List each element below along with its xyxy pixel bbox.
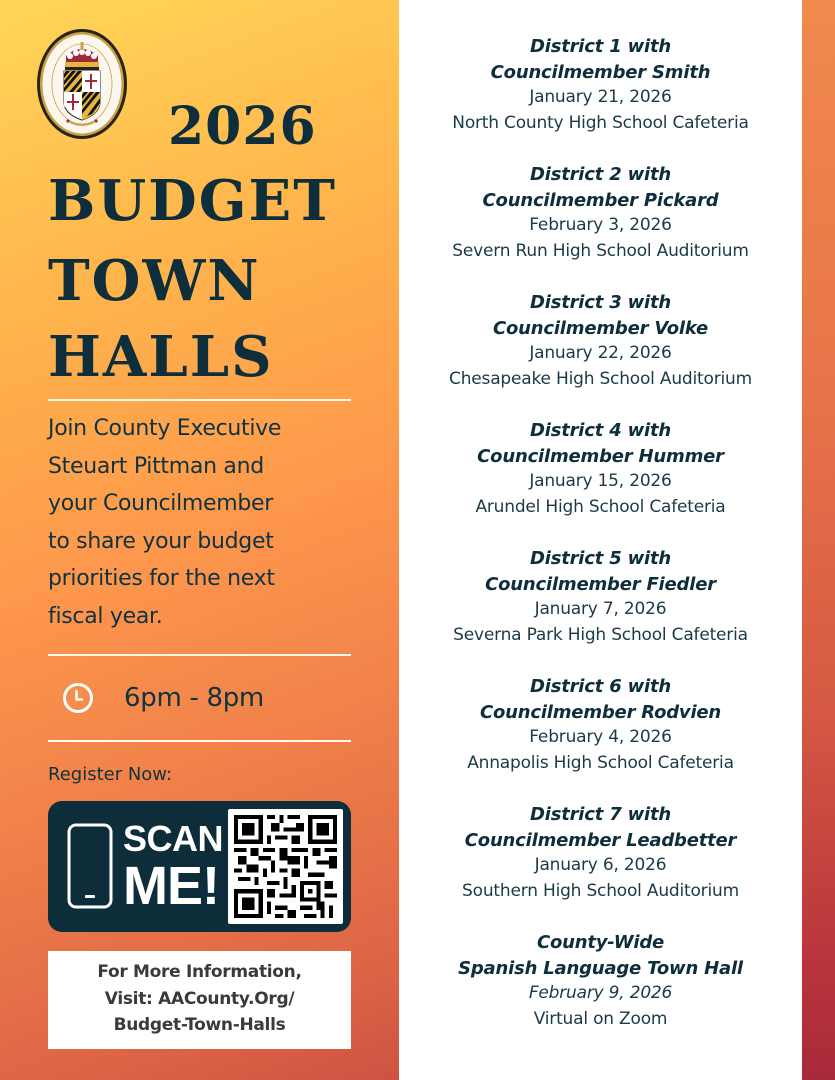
event-location: Virtual on Zoom xyxy=(533,1008,668,1029)
event-schedule-panel xyxy=(399,0,802,1080)
event-councilmember: Councilmember Hummer xyxy=(477,445,724,467)
title-line-budget: BUDGET xyxy=(48,168,337,234)
event-councilmember: Councilmember Fiedler xyxy=(485,573,716,595)
clock-icon xyxy=(62,682,94,714)
more-information-box xyxy=(48,951,351,1049)
title-year: 2026 xyxy=(168,96,317,157)
event-location: Southern High School Auditorium xyxy=(462,880,739,901)
event-date: January 6, 2026 xyxy=(534,855,667,875)
event-location: Chesapeake High School Auditorium xyxy=(449,368,752,389)
event-location: Arundel High School Cafeteria xyxy=(475,496,726,517)
event-date: February 3, 2026 xyxy=(529,215,672,235)
anne-arundel-county-seal-icon xyxy=(36,28,128,140)
smartphone-icon xyxy=(67,823,113,909)
divider xyxy=(48,654,351,656)
event-councilmember: Councilmember Volke xyxy=(492,317,709,339)
intro-line: to share your budget xyxy=(48,528,274,554)
register-label: Register Now: xyxy=(48,764,173,785)
event-item-district-2 xyxy=(399,162,802,264)
event-councilmember: Councilmember Smith xyxy=(490,61,711,83)
event-item-county-wide-spanish xyxy=(399,930,802,1032)
event-councilmember: Councilmember Pickard xyxy=(482,189,719,211)
intro-line: Steuart Pittman and xyxy=(48,453,264,479)
event-title: District 7 with xyxy=(529,804,672,825)
event-item-district-5 xyxy=(399,546,802,648)
event-location: Annapolis High School Cafeteria xyxy=(467,752,734,773)
qr-code-graphic xyxy=(234,815,337,918)
intro-line: your Councilmember xyxy=(48,491,274,516)
time-row xyxy=(62,678,264,718)
intro-line: fiscal year. xyxy=(48,603,163,629)
info-link-line[interactable]: Visit: AACounty.Org/ xyxy=(104,988,295,1009)
event-councilmember: Councilmember Rodvien xyxy=(479,701,722,723)
event-date: February 9, 2026 xyxy=(528,983,673,1003)
qr-code-icon[interactable] xyxy=(228,809,343,924)
event-councilmember: Councilmember Leadbetter xyxy=(464,829,737,851)
event-subtitle: Spanish Language Town Hall xyxy=(458,957,743,979)
event-location: Severn Run High School Auditorium xyxy=(452,240,749,261)
event-location: North County High School Cafeteria xyxy=(452,112,749,133)
event-item-district-7 xyxy=(399,802,802,904)
intro-paragraph xyxy=(48,410,358,635)
intro-line: priorities for the next xyxy=(48,566,275,591)
title-line-halls: HALLS xyxy=(48,324,274,390)
event-location: Severna Park High School Cafeteria xyxy=(453,624,748,645)
event-item-district-6 xyxy=(399,674,802,776)
event-title: District 4 with xyxy=(529,420,672,441)
event-date: January 7, 2026 xyxy=(534,599,667,619)
event-title: District 6 with xyxy=(529,676,672,697)
title-line-town: TOWN xyxy=(48,248,261,314)
event-date: February 4, 2026 xyxy=(529,727,672,747)
event-item-district-3 xyxy=(399,290,802,392)
scan-me-qr-block[interactable] xyxy=(48,801,351,932)
divider xyxy=(48,399,351,401)
event-title: District 1 with xyxy=(529,36,672,57)
event-title: District 5 with xyxy=(529,548,672,569)
me-label: ME! xyxy=(123,856,219,916)
info-link-line[interactable]: Budget-Town-Halls xyxy=(113,1015,286,1035)
event-title: District 3 with xyxy=(529,292,672,313)
event-date: January 21, 2026 xyxy=(529,87,672,107)
event-item-district-4 xyxy=(399,418,802,520)
scan-label: SCAN xyxy=(123,818,224,859)
info-line: For More Information, xyxy=(97,962,302,982)
event-title: County-Wide xyxy=(536,932,665,953)
event-date: January 22, 2026 xyxy=(529,343,672,363)
right-gradient-strip xyxy=(802,0,835,1080)
time-text: 6pm - 8pm xyxy=(124,683,264,713)
scan-me-text xyxy=(123,818,224,916)
divider xyxy=(48,740,351,742)
event-title: District 2 with xyxy=(529,164,672,185)
event-item-district-1 xyxy=(399,34,802,136)
event-date: January 15, 2026 xyxy=(529,471,672,491)
intro-line: Join County Executive xyxy=(48,416,282,441)
